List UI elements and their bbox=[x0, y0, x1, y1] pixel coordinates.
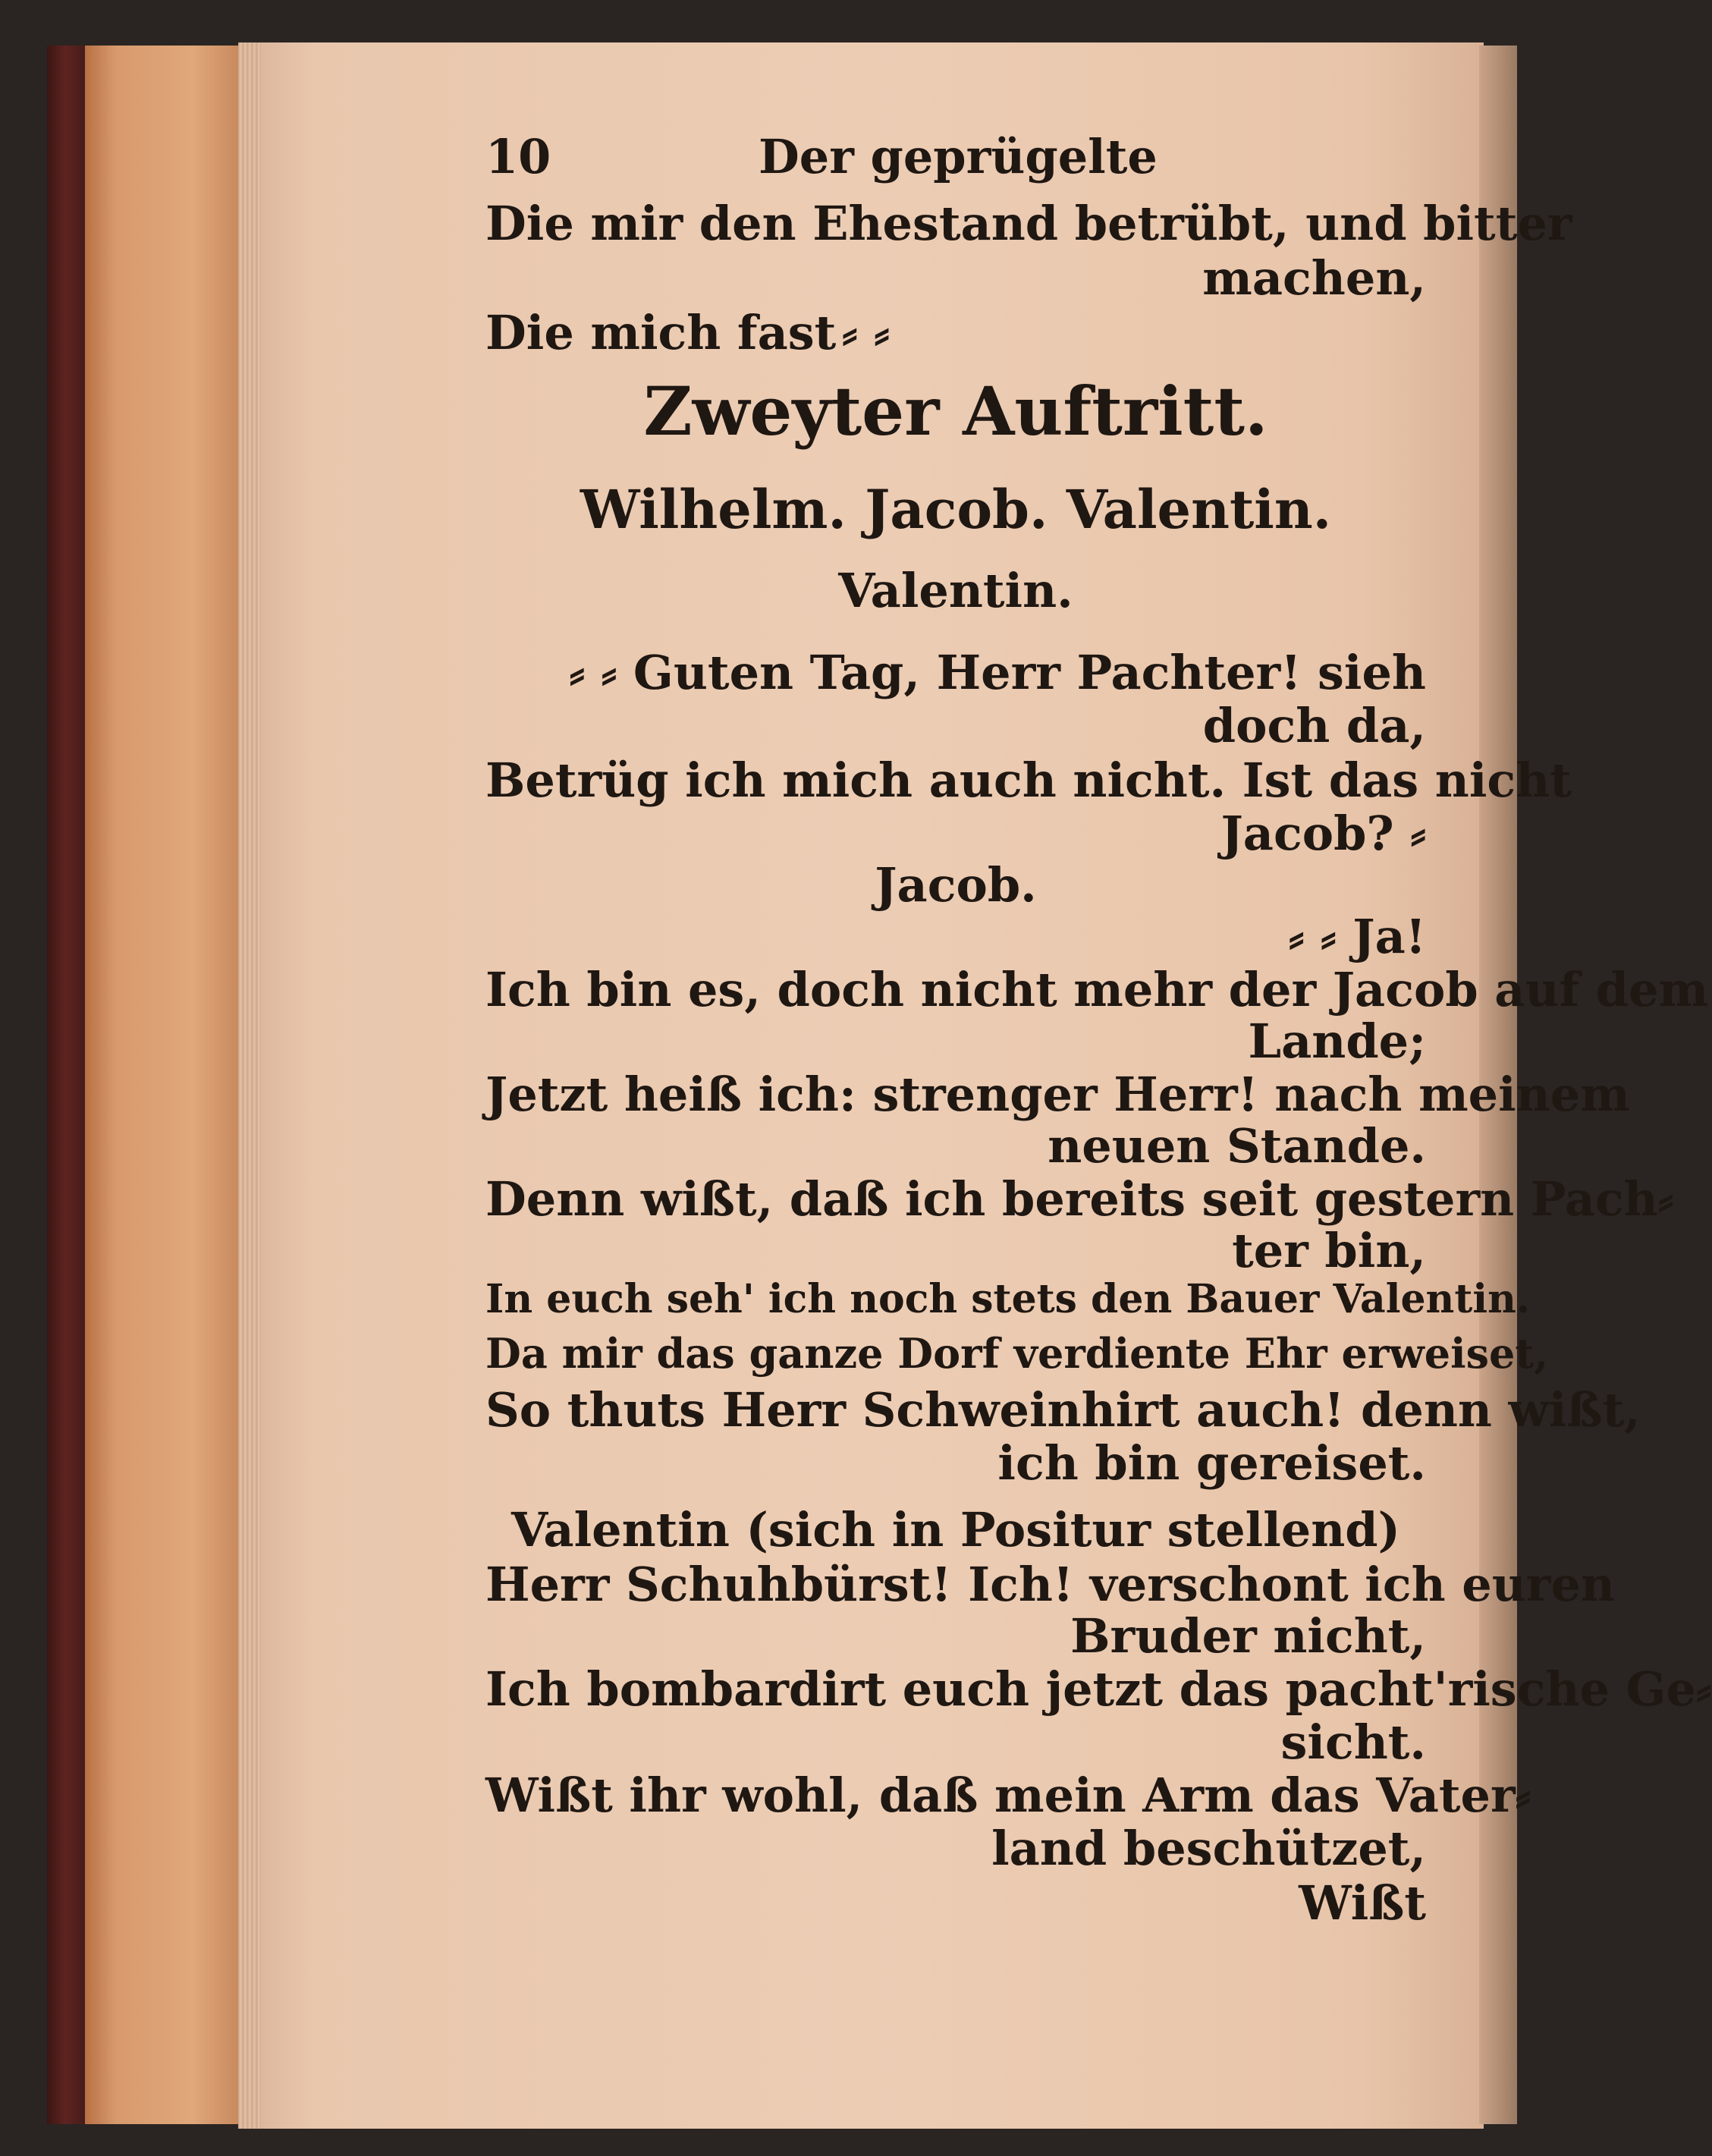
text-line: So thuts Herr Schweinhirt auch! denn wißt, bbox=[485, 1382, 1641, 1438]
catchword: Wißt bbox=[1299, 1875, 1426, 1931]
text-line: Denn wißt, daß ich bereits seit gestern Pach⸗ bbox=[485, 1171, 1674, 1227]
text-line: ter bin, bbox=[1232, 1223, 1426, 1278]
text-line: ich bin gereiset. bbox=[997, 1435, 1426, 1491]
text-line: Jetzt heiß ich: strenger Herr! nach meinem bbox=[485, 1067, 1630, 1122]
text-line: ⸗ ⸗ Guten Tag, Herr Pachter! sieh bbox=[569, 645, 1426, 700]
scene-title: Zweyter Auftritt. bbox=[643, 372, 1268, 451]
text-line: Ich bin es, doch nicht mehr der Jacob auf dem bbox=[485, 962, 1709, 1017]
text-line: doch da, bbox=[1202, 698, 1426, 753]
text-line: Die mir den Ehestand betrübt, und bitter bbox=[485, 196, 1572, 251]
speaker-name: Valentin. bbox=[838, 563, 1073, 618]
speaker-name: Jacob. bbox=[875, 857, 1037, 913]
text-line: land beschützet, bbox=[991, 1821, 1426, 1876]
text-line: Lande; bbox=[1248, 1014, 1426, 1069]
page-edges bbox=[238, 42, 261, 2129]
cover-edge bbox=[85, 46, 238, 2124]
text-line: Herr Schuhbürst! Ich! verschont ich euren bbox=[485, 1557, 1615, 1612]
text-line: Jacob? ⸗ bbox=[1220, 806, 1426, 861]
page-number: 10 bbox=[485, 129, 551, 184]
speaker-name: Valentin (sich in Positur stellend) bbox=[511, 1502, 1400, 1557]
text-line: machen, bbox=[1202, 250, 1426, 306]
text-line: Ich bombardirt euch jetzt das pacht'rische Ge⸗ bbox=[485, 1661, 1712, 1717]
text-line: Wißt ihr wohl, daß mein Arm das Vater⸗ bbox=[485, 1768, 1531, 1823]
text-line: Bruder nicht, bbox=[1070, 1608, 1426, 1664]
cast-list: Wilhelm. Jacob. Valentin. bbox=[580, 478, 1332, 541]
text-line: neuen Stande. bbox=[1048, 1118, 1426, 1174]
text-line: ⸗ ⸗ Ja! bbox=[1288, 909, 1426, 964]
running-title: Der geprügelte bbox=[759, 129, 1158, 184]
ellipsis-marks: ⸗ ⸗ bbox=[842, 305, 890, 360]
text-line: sicht. bbox=[1280, 1714, 1426, 1770]
text-line: In euch seh' ich noch stets den Bauer Valentin. bbox=[485, 1276, 1531, 1322]
text-line: Betrüg ich mich auch nicht. Ist das nicht bbox=[485, 753, 1572, 808]
text-line: Die mich fast bbox=[485, 305, 837, 360]
text-line: Da mir das ganze Dorf verdiente Ehr erweiset, bbox=[485, 1329, 1549, 1378]
